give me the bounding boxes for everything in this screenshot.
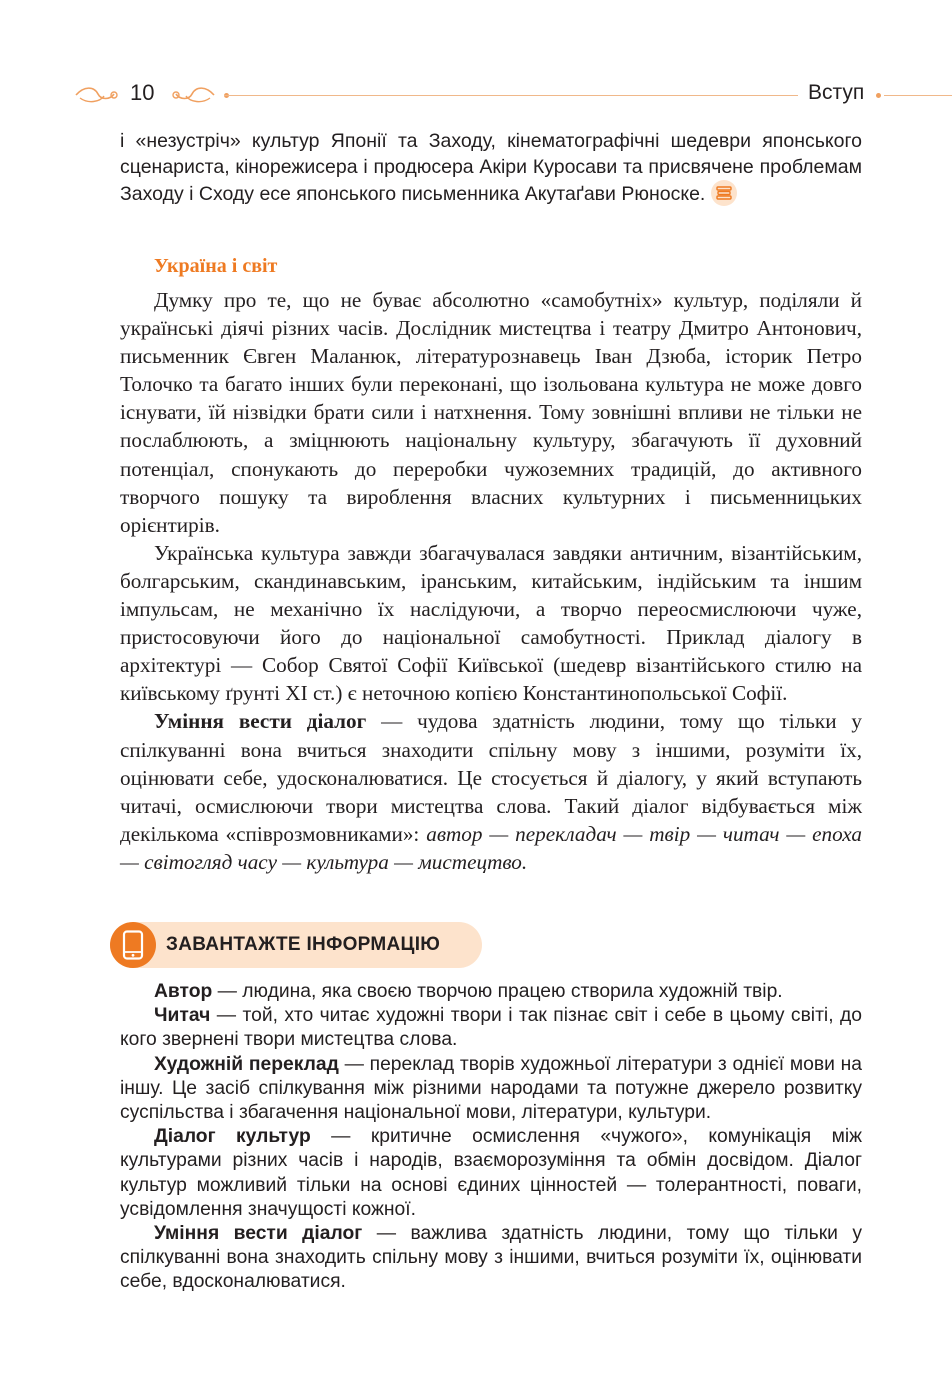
- ornament-left-icon: [74, 84, 120, 106]
- intro-paragraph: [120, 128, 862, 207]
- ornament-right-icon: [170, 84, 216, 106]
- definition-item: [120, 1053, 862, 1126]
- page-header: [0, 76, 952, 116]
- definition-term: Автор: [154, 981, 213, 1002]
- rule-dot: [876, 93, 881, 98]
- paragraph: Українська культура завжди збагачувалася завдяки античним, візантійським, болгарським, скандинавським, іранським, китайським, індійським та іншим імпульсам, не механічно їх наслідуючи, а творчо переосмислюючи чуже, пристосовуючи його до національної самобутності. Приклад діалогу в архітектурі — Собор Святої Софії Київської (шедевр візантійського стилю на київському ґрунті XI ст.) є неточною копією Константинопольської Софії.: [120, 540, 862, 706]
- section-heading: Україна і світ: [154, 255, 278, 277]
- definition-term: Художній переклад: [154, 1053, 339, 1075]
- main-text: [120, 286, 862, 876]
- definition-term: Уміння вести діалог: [154, 1223, 363, 1245]
- dialog-chain: автор — перекладач — твір — читач — епоха — світогляд часу — культура — мистецтво.: [120, 821, 862, 874]
- intro-text: і «незустріч» культур Японії та Заходу, кінематографічні шедеври японського сценариста, кінорежисера і продюсера Акіри Куросави та присвячене проблемам Заходу і Сходу есе японського письменника Акутаґави Рюноске.: [120, 130, 862, 205]
- definition-text: — той, хто читає художні твори і так пізнає світ і себе в цьому світі, до кого звернені твори мистецтва слова.: [120, 1005, 862, 1051]
- definition-text: — переклад творів художньої літератури з однієї мови на іншу. Це засіб спілкування між різними народами та потужне джерело розвитку суспільства і збагачення національної мови, літератури, культури.: [120, 1053, 862, 1124]
- banner-title: ЗАВАНТАЖТЕ ІНФОРМАЦІЮ: [166, 934, 441, 955]
- definition-text: — людина, яка своєю творчою працею створила художній твір.: [212, 981, 783, 1002]
- section-title: Вступ: [808, 81, 865, 104]
- definition-term: Читач: [154, 1005, 211, 1027]
- smartphone-icon: [110, 922, 156, 968]
- definition-item: [120, 980, 862, 1004]
- definition-item: [120, 1125, 862, 1222]
- definitions-list: [120, 980, 862, 1295]
- download-info-banner: [110, 922, 482, 968]
- definition-text: — критичне осмислення «чужого», комунікація між культурами різних часів і народів, взаєморозуміння та обмін досвідом. Діалог культур можливий тільки на основі єдиних цінностей — толерантності, поваги, усвідомлення значущості кожної.: [120, 1126, 863, 1220]
- header-rule-right: [884, 95, 952, 96]
- definition-item: [120, 1004, 862, 1052]
- paragraph: [120, 707, 862, 876]
- header-rule: [224, 95, 798, 96]
- definition-term: Діалог культур: [154, 1126, 311, 1148]
- definition-text: — важлива здатність людини, тому що тільки у спілкуванні вона знаходить спільну мову з іншими, вчиться розуміти їх, оцінювати себе, вдосконалюватися.: [120, 1223, 863, 1293]
- term: Уміння вести діалог: [154, 709, 367, 734]
- book-icon[interactable]: [711, 180, 737, 206]
- page-number: 10: [130, 80, 155, 105]
- definition-item: [120, 1222, 862, 1295]
- paragraph: Думку про те, що не буває абсолютно «самобутніх» культур, поділяли й українські діячі різних часів. Дослідник мистецтва і театру Дмитро Антонович, письменник Євген Маланюк, літературознавець Іван Дзюба, історик Петро Толочко та багато інших були переконані, що ізольована культура не може довго існувати, їй нізвідки брати сили і натхнення. Тому зовнішні впливи не тільки не послаблюють, а зміцнюють національну культуру, збагачують її духовний потенціал, спонукають до переробки чужоземних традицій, до активного творчого пошуку та вироблення власних культурних і письменницьких орієнтирів.: [120, 288, 862, 537]
- paragraph-text: — чудова здатність людини, тому що тільки у спілкуванні вона вчиться знаходити спільну мову з іншими, розуміти їх, оцінювати себе, удосконалюватися. Це стосується й діалогу, у який вступають читачі, осмислюючи твори мистецтва слова. Такий діалог відбувається між декількома «співрозмовниками»:: [120, 709, 862, 846]
